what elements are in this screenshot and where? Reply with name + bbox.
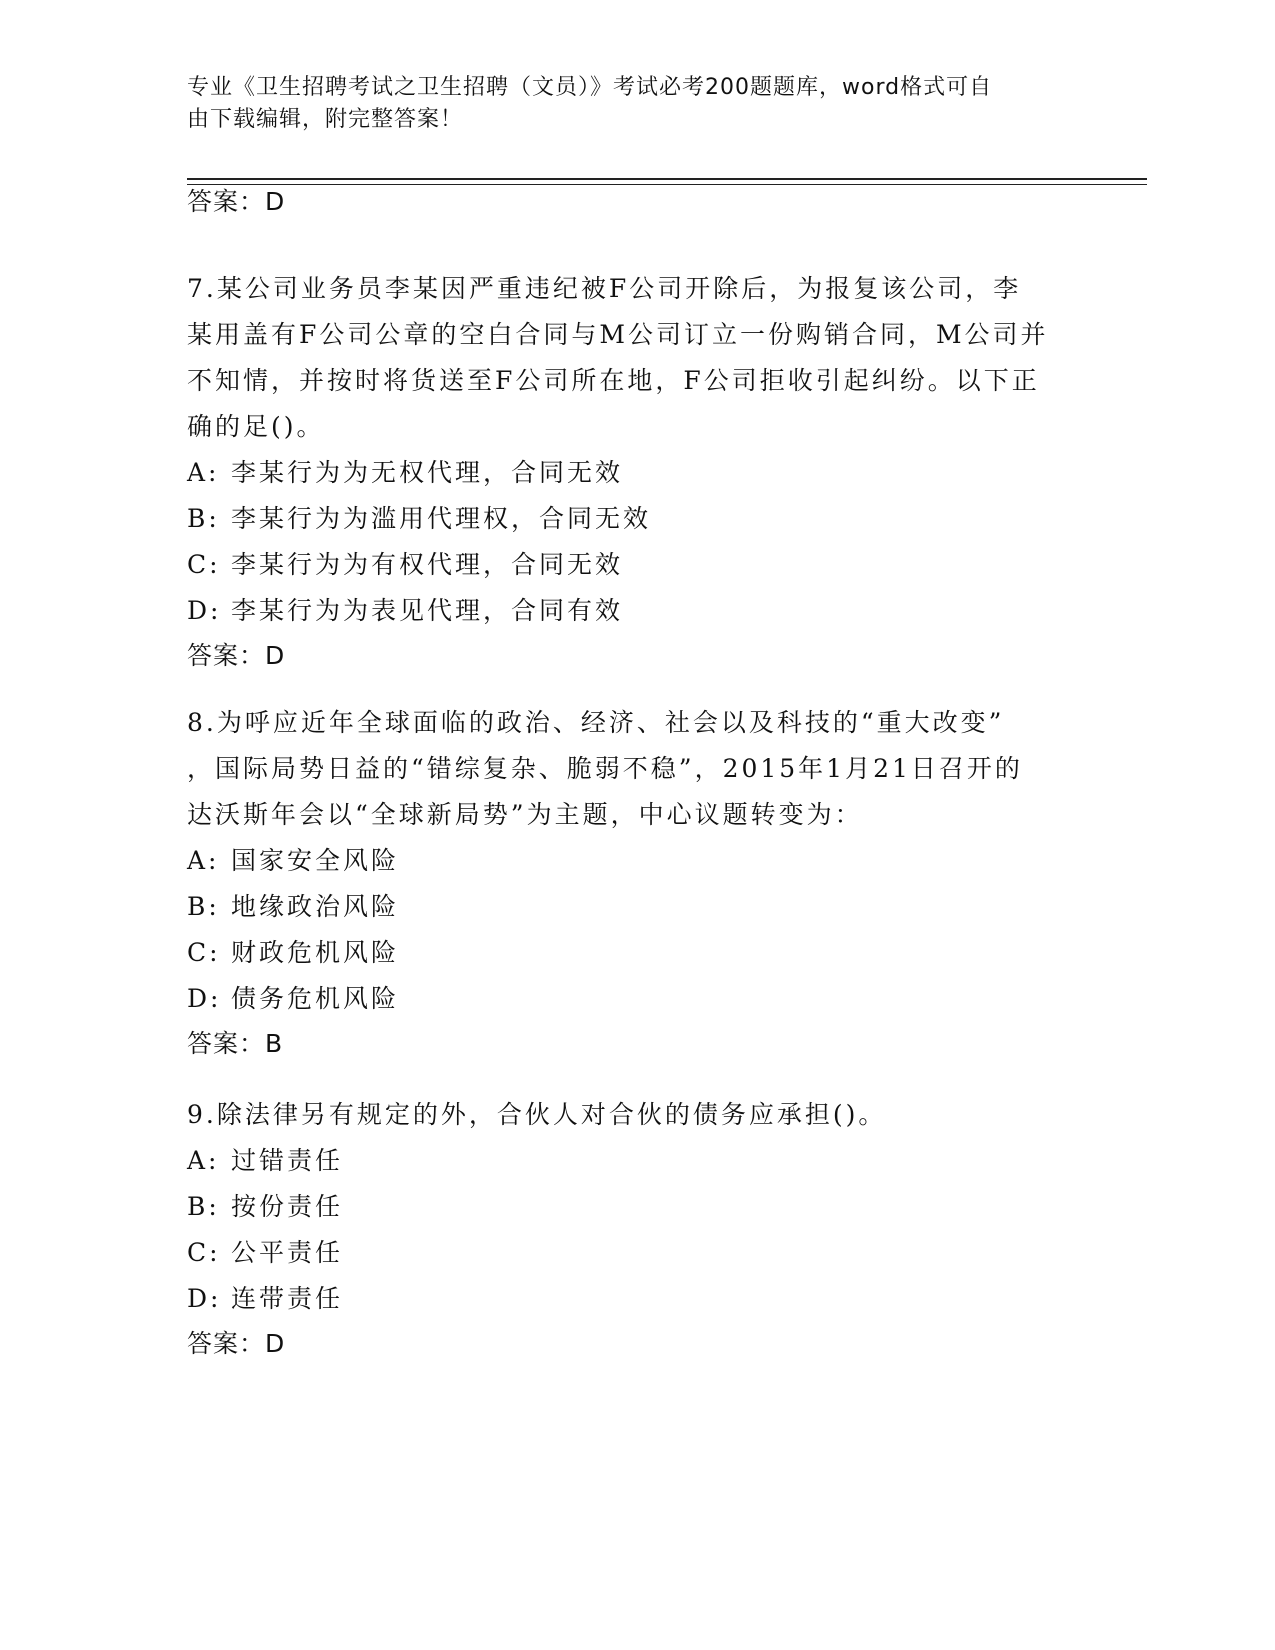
option-key: C: <box>187 1238 221 1267</box>
question-8-text-line: ，国际局势日益的“错综复杂、脆弱不稳”，2015年1月21日召开的 <box>187 754 1023 783</box>
previous-answer: 答案：D <box>187 187 286 216</box>
option-text: 过错责任 <box>231 1146 344 1175</box>
question-7-text-line: 某用盖有F公司公章的空白合同与M公司订立一份购销合同，M公司并 <box>187 320 1049 349</box>
option-text: 李某行为为滥用代理权，合同无效 <box>231 504 652 533</box>
question-8 <box>187 700 1087 1066</box>
question-8-text-line: 8.为呼应近年全球面临的政治、经济、社会以及科技的“重大改变” <box>187 708 1005 737</box>
question-8-option-d <box>187 976 1087 1022</box>
option-text: 按份责任 <box>231 1192 344 1221</box>
question-8-answer: 答案：B <box>187 1029 284 1058</box>
header-line-2: 由下载编辑，附完整答案！ <box>187 107 464 132</box>
option-key: A: <box>187 846 220 875</box>
question-8-option-b <box>187 884 1087 930</box>
question-7-text-line: 7.某公司业务员李某因严重违纪被F公司开除后，为报复该公司，李 <box>187 274 1022 303</box>
option-key: D: <box>187 1284 222 1313</box>
option-text: 李某行为为有权代理，合同无效 <box>231 550 624 579</box>
option-key: B: <box>187 892 220 921</box>
question-8-text-line: 达沃斯年会以“全球新局势”为主题，中心议题转变为： <box>187 800 863 829</box>
question-7-text-line: 确的足()。 <box>187 412 325 441</box>
question-8-option-c <box>187 930 1087 976</box>
option-key: A: <box>187 458 220 487</box>
question-7-option-d <box>187 588 1087 634</box>
option-text: 公平责任 <box>231 1238 344 1267</box>
option-key: D: <box>187 596 222 625</box>
question-7-text-line: 不知情，并按时将货送至F公司所在地，F公司拒收引起纠纷。以下正 <box>187 366 1040 395</box>
option-key: D: <box>187 984 222 1013</box>
option-key: C: <box>187 938 221 967</box>
option-key: A: <box>187 1146 220 1175</box>
question-9-text-line: 9.除法律另有规定的外，合伙人对合伙的债务应承担()。 <box>187 1100 887 1129</box>
option-text: 财政危机风险 <box>231 938 400 967</box>
header-line-1: 专业《卫生招聘考试之卫生招聘（文员）》考试必考200题题库，word格式可自 <box>187 75 993 100</box>
question-7 <box>187 266 1087 678</box>
option-key: B: <box>187 1192 220 1221</box>
question-9-option-a <box>187 1138 1087 1184</box>
question-9 <box>187 1092 1087 1366</box>
question-7-option-a <box>187 450 1087 496</box>
option-text: 债务危机风险 <box>231 984 400 1013</box>
option-key: B: <box>187 504 220 533</box>
document-header <box>187 72 1067 136</box>
question-7-option-c <box>187 542 1087 588</box>
option-key: C: <box>187 550 221 579</box>
question-7-answer: 答案：D <box>187 641 286 670</box>
question-9-option-b <box>187 1184 1087 1230</box>
option-text: 连带责任 <box>231 1284 344 1313</box>
option-text: 国家安全风险 <box>231 846 400 875</box>
question-9-option-c <box>187 1230 1087 1276</box>
option-text: 李某行为为表见代理，合同有效 <box>231 596 624 625</box>
option-text: 李某行为为无权代理，合同无效 <box>231 458 624 487</box>
question-9-answer: 答案：D <box>187 1329 286 1358</box>
question-8-option-a <box>187 838 1087 884</box>
option-text: 地缘政治风险 <box>231 892 400 921</box>
question-9-option-d <box>187 1276 1087 1322</box>
question-7-option-b <box>187 496 1087 542</box>
